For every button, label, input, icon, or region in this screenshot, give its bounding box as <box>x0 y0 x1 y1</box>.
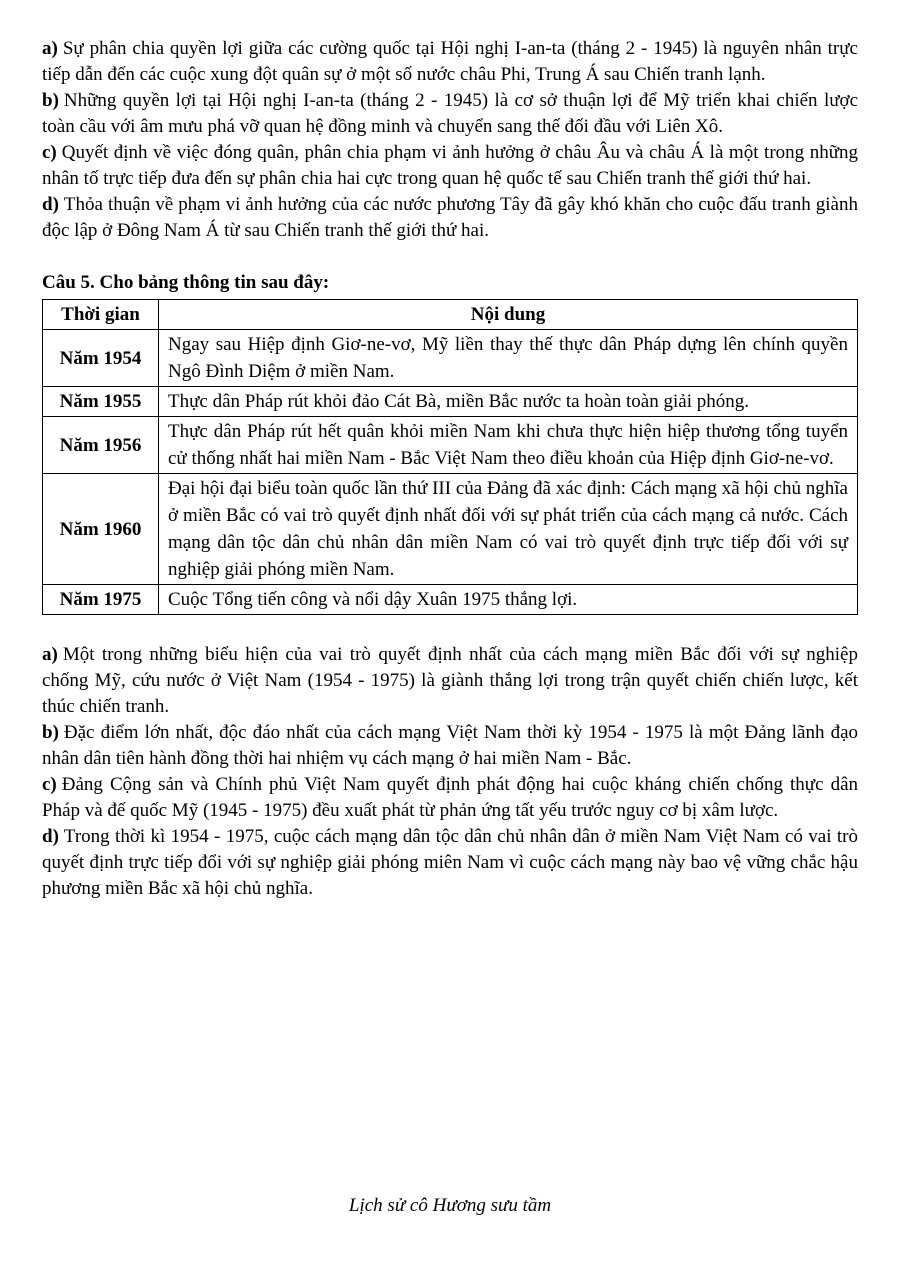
table-row <box>43 417 858 474</box>
table-cell-time: Năm 1960 <box>43 474 159 585</box>
question5-table <box>42 299 858 615</box>
option-c-text: Đảng Cộng sản và Chính phủ Việt Nam quyết định phát động hai cuộc kháng chiến chống thực dân Pháp và đế quốc Mỹ (1945 - 1975) đều xuất phát từ phản ứng tất yếu trước nguy cơ bị xâm lược. <box>42 774 858 821</box>
option-c-text: Quyết định về việc đóng quân, phân chia phạm vi ảnh hưởng ở châu Âu và châu Á là một trong những nhân tố trực tiếp đưa đến sự phân chia hai cực trong quan hệ quốc tế sau Chiến tranh thế giới thứ hai. <box>42 142 858 189</box>
option-b-label: b) <box>42 722 59 743</box>
option-c <box>42 772 858 824</box>
option-a <box>42 36 858 88</box>
option-d-label: d) <box>42 826 59 847</box>
table-cell-time: Năm 1955 <box>43 387 159 417</box>
table-header-row <box>43 300 858 330</box>
table-header-time: Thời gian <box>43 300 159 330</box>
table-row <box>43 474 858 585</box>
table-header-content: Nội dung <box>159 300 858 330</box>
table-cell-time: Năm 1954 <box>43 330 159 387</box>
option-d <box>42 192 858 244</box>
table-cell-content: Cuộc Tổng tiến công và nổi dậy Xuân 1975 thắng lợi. <box>159 585 858 615</box>
option-b-text: Những quyền lợi tại Hội nghị I-an-ta (tháng 2 - 1945) là cơ sở thuận lợi để Mỹ triển khai chiến lược toàn cầu với âm mưu phá vỡ quan hệ đồng minh và chuyển sang thế đối đầu với Liên Xô. <box>42 90 858 137</box>
option-d-text: Trong thời kì 1954 - 1975, cuộc cách mạng dân tộc dân chủ nhân dân ở miền Nam Việt Nam có vai trò quyết định trực tiếp đổi với sự nghiệp giải phóng miên Nam vì cuộc cách mạng này bao vệ vững chắc hậu phương miền Bắc xã hội chủ nghĩa. <box>42 826 858 899</box>
option-c-label: c) <box>42 774 57 795</box>
table-row <box>43 585 858 615</box>
table-cell-time: Năm 1956 <box>43 417 159 474</box>
option-a-label: a) <box>42 38 58 59</box>
option-c-label: c) <box>42 142 57 163</box>
option-a <box>42 642 858 720</box>
option-b-label: b) <box>42 90 59 111</box>
option-b-text: Đặc điểm lớn nhất, độc đáo nhất của cách mạng Việt Nam thời kỳ 1954 - 1975 là một Đảng lãnh đạo nhân dân tiên hành đồng thời hai nhiệm vụ cách mạng ở hai miền Nam - Bắc. <box>42 722 858 769</box>
table-row <box>43 330 858 387</box>
table-cell-time: Năm 1975 <box>43 585 159 615</box>
document-footer: Lịch sử cô Hương sưu tầm <box>348 1195 552 1216</box>
table-cell-content: Đại hội đại biểu toàn quốc lần thứ III của Đảng đã xác định: Cách mạng xã hội chủ nghĩa ở miền Bắc có vai trò quyết định nhất đối với sự phát triển của cách mạng cả nước. Cách mạng dân tộc dân chủ nhân dân miền Nam có vai trò quyết định trực tiếp đối với sự nghiệp giải phóng miền Nam. <box>159 474 858 585</box>
option-d-text: Thỏa thuận về phạm vi ảnh hưởng của các nước phương Tây đã gây khó khăn cho cuộc đấu tranh giành độc lập ở Đông Nam Á từ sau Chiến tranh thế giới thứ hai. <box>42 194 858 241</box>
table-cell-content: Thực dân Pháp rút hết quân khỏi miền Nam khi chưa thực hiện hiệp thương tổng tuyển cử thống nhất hai miền Nam - Bắc Việt Nam theo điều khoản của Hiệp định Giơ-ne-vơ. <box>159 417 858 474</box>
table-row <box>43 387 858 417</box>
option-a-text: Sự phân chia quyền lợi giữa các cường quốc tại Hội nghị I-an-ta (tháng 2 - 1945) là nguyên nhân trực tiếp dẫn đến các cuộc xung đột quân sự ở một số nước châu Phi, Trung Á sau Chiến tranh lạnh. <box>42 38 858 85</box>
option-b <box>42 88 858 140</box>
table-cell-content: Ngay sau Hiệp định Giơ-ne-vơ, Mỹ liền thay thế thực dân Pháp dựng lên chính quyền Ngô Đình Diệm ở miền Nam. <box>159 330 858 387</box>
table-cell-content: Thực dân Pháp rút khỏi đảo Cát Bà, miền Bắc nước ta hoàn toàn giải phóng. <box>159 387 858 417</box>
option-a-label: a) <box>42 644 58 665</box>
question5-options <box>42 642 858 902</box>
option-d <box>42 824 858 902</box>
question4-options <box>42 36 858 244</box>
option-b <box>42 720 858 772</box>
option-c <box>42 140 858 192</box>
option-d-label: d) <box>42 194 59 215</box>
question5-heading: Câu 5. Cho bảng thông tin sau đây: <box>42 272 330 293</box>
option-a-text: Một trong những biểu hiện của vai trò quyết định nhất của cách mạng miền Bắc đối với sự nghiệp chống Mỹ, cứu nước ở Việt Nam (1954 - 1975) là giành thắng lợi trong trận quyết chiến chiến lược, kết thúc chiến tranh. <box>42 644 858 717</box>
